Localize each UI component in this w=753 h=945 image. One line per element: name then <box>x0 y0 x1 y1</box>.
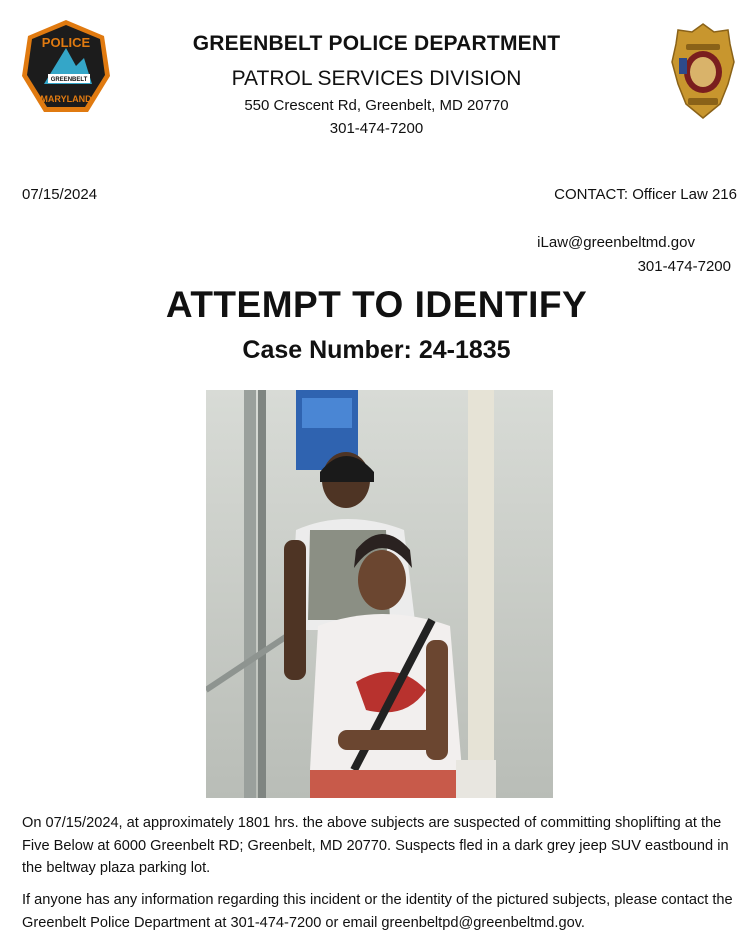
contact-phone: 301-474-7200 <box>637 258 731 275</box>
contact-email: iLaw@greenbeltmd.gov <box>537 234 695 251</box>
division-name: PATROL SERVICES DIVISION <box>231 67 522 90</box>
department-address: 550 Crescent Rd, Greenbelt, MD 20770 <box>244 97 509 114</box>
notice-title: ATTEMPT TO IDENTIFY <box>165 284 588 325</box>
patch-top-text: POLICE <box>41 35 91 50</box>
contact-officer: CONTACT: Officer Law 216 <box>554 186 737 203</box>
patch-bottom-text: MARYLAND <box>40 94 92 104</box>
incident-description: On 07/15/2024, at approximately 1801 hrs. the above subjects are suspected of committing shoplifting at the Five Below at 6000 Greenbelt RD; Greenbelt, MD 20770. Suspects fled in a dark grey jeep SUV eastbound in the beltway plaza parking lot. <box>22 815 729 876</box>
patch-middle-text: GREENBELT <box>50 77 88 83</box>
department-name: GREENBELT POLICE DEPARTMENT <box>192 32 561 55</box>
surveillance-photo <box>206 390 553 798</box>
notice-date: 07/15/2024 <box>22 186 98 203</box>
contact-request: If anyone has any information regarding this incident or the identity of the pictured subjects, please contact the Greenbelt Police Department at 301-474-7200 or email greenbeltpd@greenbeltmd.gov. <box>22 892 733 931</box>
case-number: Case Number: 24-1835 <box>242 336 511 364</box>
department-phone: 301-474-7200 <box>329 120 424 137</box>
